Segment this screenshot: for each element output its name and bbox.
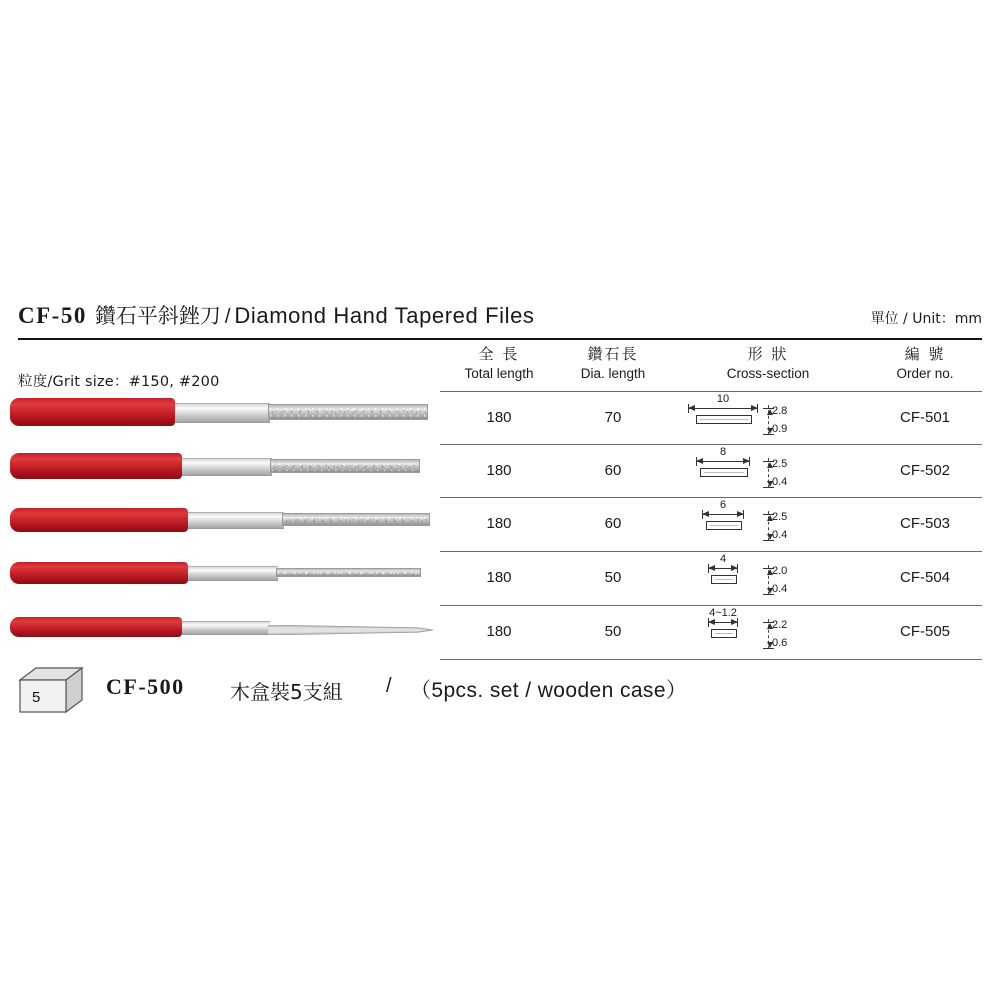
cross-section-diagram (668, 391, 868, 445)
cross-section-width-label: 8 (719, 446, 727, 458)
column-header-en: Dia. length (580, 366, 646, 381)
cross-section-thickness-bottom: 0.4 (772, 476, 788, 488)
column-header-cn: 鑽石長 (587, 345, 639, 363)
column-header-en: Total length (464, 366, 534, 381)
cross-section-diagram (668, 551, 868, 605)
column-header-cn: 全 長 (478, 345, 520, 363)
set-label-chinese: 木盒裝5支組 (230, 680, 343, 704)
title-divider (18, 338, 982, 340)
column-header-en: Cross-section (726, 366, 810, 381)
column-header-cross-section (668, 344, 868, 383)
cross-section-thickness-bottom: 0.4 (772, 583, 788, 595)
column-header-cn: 形 狀 (747, 345, 789, 363)
column-header-total-length (440, 344, 558, 383)
cell-dia-length: 50 (604, 623, 622, 640)
table-row (440, 497, 982, 551)
unit-label: 單位 / Unit：mm (870, 311, 982, 327)
cell-dia-length: 70 (604, 409, 622, 426)
cross-section-diagram (668, 497, 868, 551)
set-label-english: （5pcs. set / wooden case） (410, 679, 688, 702)
table-header-row (440, 344, 982, 390)
column-header-cn: 編 號 (904, 345, 946, 363)
cross-section-width-label: 4~1.2 (709, 607, 737, 619)
product-title-english: Diamond Hand Tapered Files (234, 303, 535, 328)
set-row (18, 662, 982, 722)
table-row (440, 605, 982, 659)
cross-section-thickness-top: 2.0 (772, 565, 788, 577)
tapered-blade (268, 622, 433, 632)
cell-dia-length: 60 (604, 515, 622, 532)
cell-total-length: 180 (486, 569, 512, 586)
column-header-order-no (868, 344, 982, 383)
table-row (440, 391, 982, 445)
cross-section-thickness-bottom: 0.6 (772, 637, 788, 649)
title-separator: / (224, 306, 231, 328)
cell-total-length: 180 (486, 462, 512, 479)
grit-size-note: 粒度/Grit size：#150, #200 (18, 374, 220, 390)
spec-table (440, 344, 982, 390)
set-code: CF-500 (106, 674, 185, 699)
cross-section-diagram (668, 605, 868, 659)
cell-order-no: CF-504 (899, 569, 951, 586)
cell-dia-length: 60 (604, 462, 622, 479)
column-header-dia-length (558, 344, 668, 383)
cross-section-thickness-top: 2.5 (772, 458, 788, 470)
cross-section-thickness-top: 2.5 (772, 511, 788, 523)
cross-section-width-label: 4 (719, 553, 727, 565)
product-title-chinese: 鑽石平斜銼刀 (94, 304, 221, 328)
set-separator: / (386, 675, 392, 697)
cell-order-no: CF-501 (899, 409, 951, 426)
cell-order-no: CF-502 (899, 462, 951, 479)
cell-order-no: CF-503 (899, 515, 951, 532)
table-rule (440, 659, 982, 660)
wooden-case-icon (18, 666, 84, 716)
cell-total-length: 180 (486, 409, 512, 426)
product-code: CF-50 (18, 303, 87, 328)
cross-section-thickness-bottom: 0.4 (772, 529, 788, 541)
cross-section-width-label: 10 (716, 393, 730, 405)
page-title (18, 300, 982, 334)
cell-total-length: 180 (486, 623, 512, 640)
cross-section-thickness-top: 2.2 (772, 619, 788, 631)
cross-section-thickness-bottom: 0.9 (772, 423, 788, 435)
cross-section-thickness-top: 2.8 (772, 405, 788, 417)
table-row (440, 444, 982, 498)
cell-dia-length: 50 (604, 569, 622, 586)
cell-order-no: CF-505 (899, 623, 951, 640)
column-header-en: Order no. (896, 366, 954, 381)
cross-section-diagram (668, 444, 868, 498)
cell-total-length: 180 (486, 515, 512, 532)
table-row (440, 551, 982, 605)
box-count-text: 5 (32, 689, 41, 706)
cross-section-width-label: 6 (719, 499, 727, 511)
